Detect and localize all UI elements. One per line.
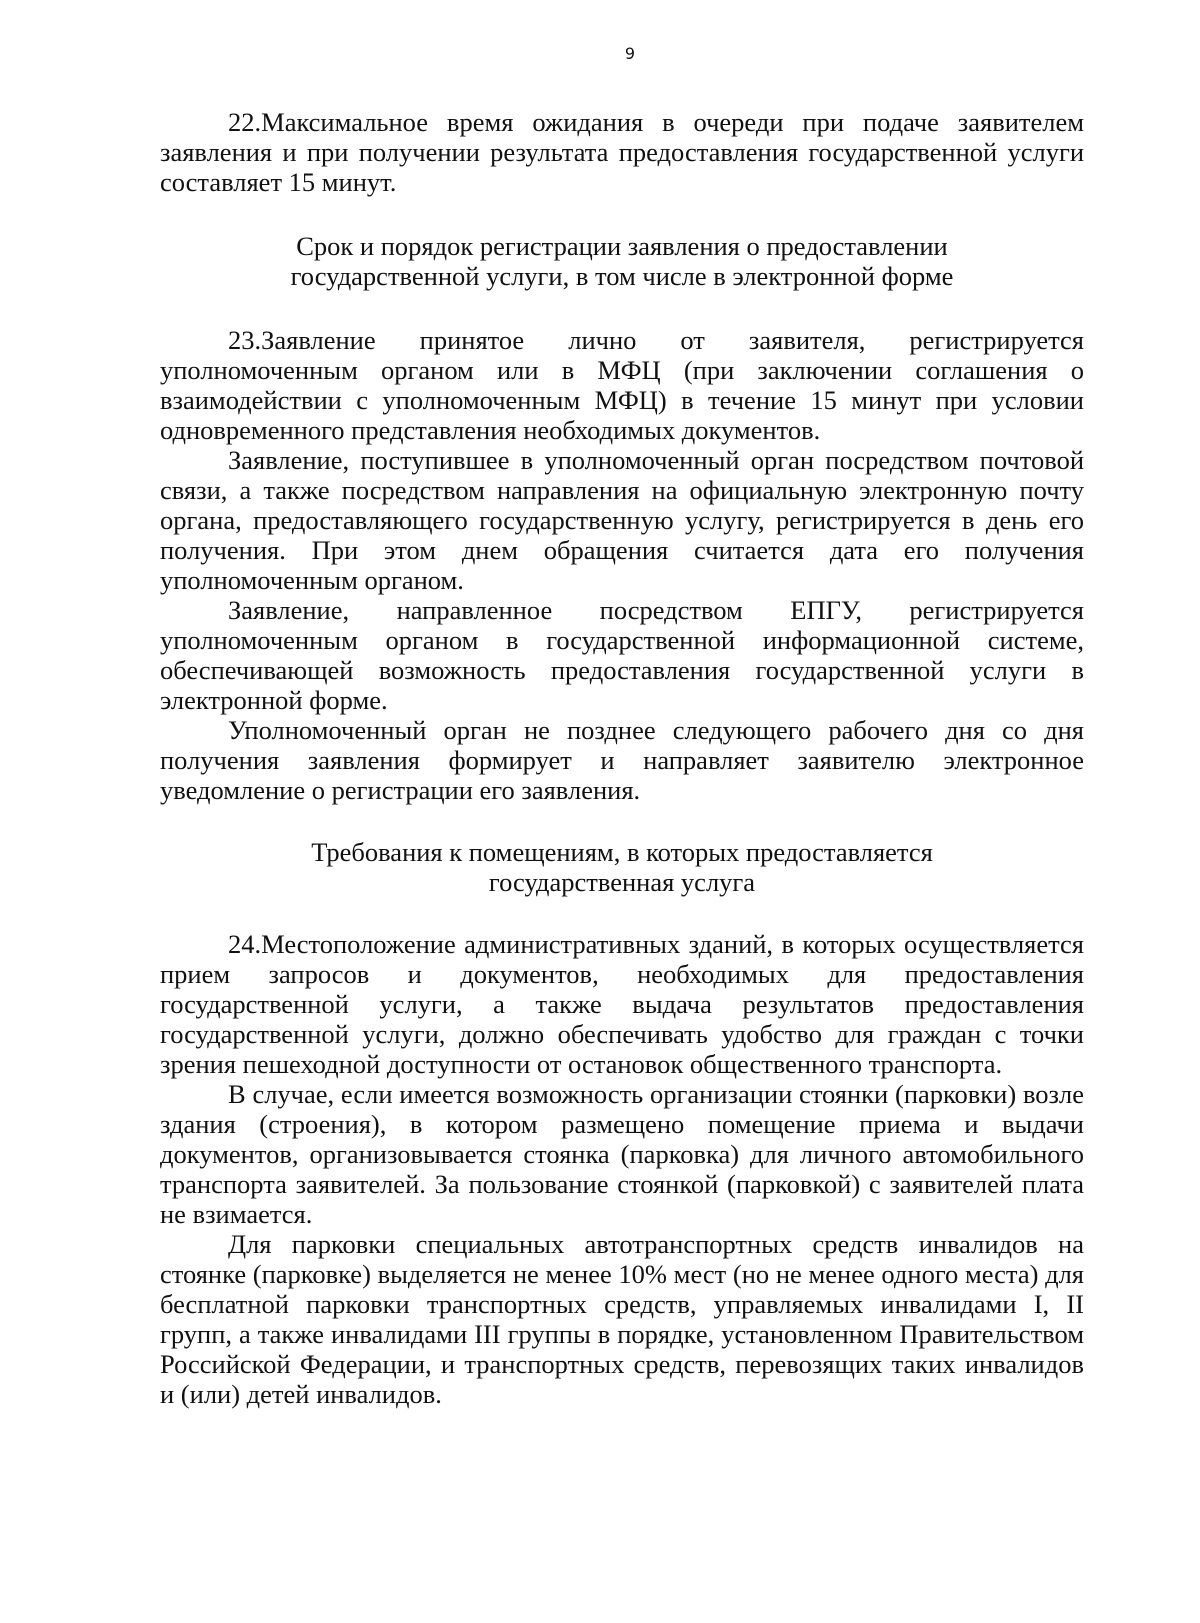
body-paragraph: Заявление, поступившее в уполномоченный орган посредством почтовой связи, а также посредством направления на официальную электронную почту органа, предоставляющего государственную услугу, регистрируется в день его получения. При этом днем обращения считается дата его получения уполномоченным органом. (160, 445, 1084, 595)
paragraph-block-22 (160, 107, 1084, 197)
body-paragraph: Уполномоченный орган не позднее следующего рабочего дня со дня получения заявления формирует и направляет заявителю электронное уведомление о регистрации его заявления. (160, 715, 1084, 805)
page-number: 9 (624, 44, 636, 63)
body-paragraph: 22.Максимальное время ожидания в очереди при подаче заявителем заявления и при получении результата предоставления государственной услуги составляет 15 минут. (160, 107, 1084, 197)
heading-line: Срок и порядок регистрации заявления о предоставлении (296, 231, 948, 261)
section-heading-premises (160, 837, 1084, 897)
body-paragraph: Для парковки специальных автотранспортных средств инвалидов на стоянке (парковке) выделяется не менее 10% мест (но не менее одного места) для бесплатной парковки транспортных средств, управляемых инвалидами I, II групп, а также инвалидами III группы в порядке, установленном Правительством Российской Федерации, и транспортных средств, перевозящих таких инвалидов и (или) детей инвалидов. (160, 1229, 1084, 1409)
section-heading-registration (160, 231, 1084, 291)
body-paragraph: 23.Заявление принятое лично от заявителя, регистрируется уполномоченным органом или в МФЦ (при заключении соглашения о взаимодействии с уполномоченным МФЦ) в течение 15 минут при условии одновременного представления необходимых документов. (160, 325, 1084, 445)
heading-line: государственной услуги, в том числе в электронной форме (290, 261, 954, 291)
body-paragraph: В случае, если имеется возможность организации стоянки (парковки) возле здания (строения), в котором размещено помещение приема и выдачи документов, организовывается стоянка (парковка) для личного автомобильного транспорта заявителей. За пользование стоянкой (парковкой) с заявителей плата не взимается. (160, 1079, 1084, 1229)
body-paragraph: 24.Местоположение административных зданий, в которых осуществляется прием запросов и документов, необходимых для предоставления государственной услуги, а также выдача результатов предоставления государственной услуги, должно обеспечивать удобство для граждан с точки зрения пешеходной доступности от остановок общественного транспорта. (160, 929, 1084, 1079)
heading-line: Требования к помещениям, в которых предоставляется (311, 837, 933, 867)
paragraph-block-24 (160, 929, 1084, 1409)
paragraph-block-23 (160, 325, 1084, 805)
heading-line: государственная услуга (488, 867, 756, 897)
body-paragraph: Заявление, направленное посредством ЕПГУ, регистрируется уполномоченным органом в государственной информационной системе, обеспечивающей возможность предоставления государственной услуги в электронной форме. (160, 595, 1084, 715)
page-content (160, 107, 1084, 1409)
